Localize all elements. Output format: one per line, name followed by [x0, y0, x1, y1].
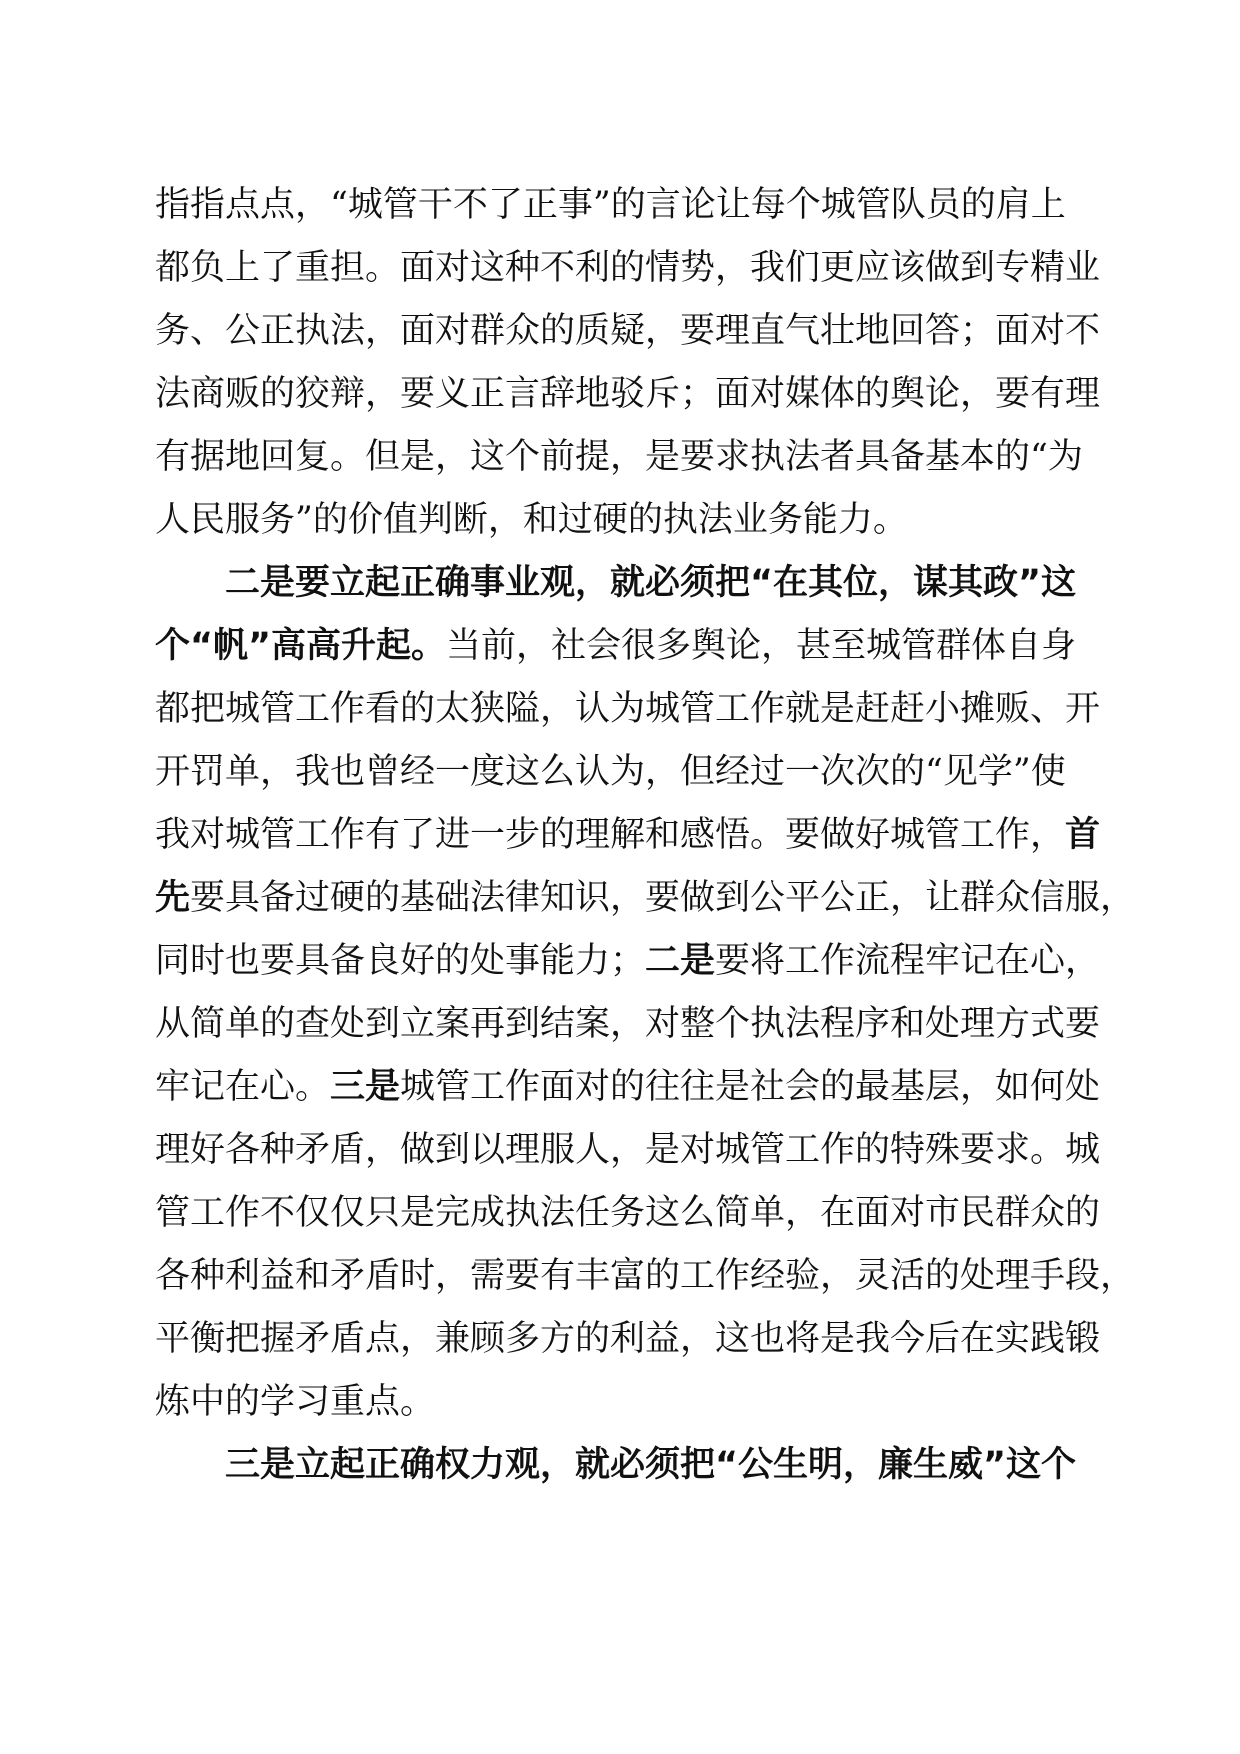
text-run: 指指点点，“城管干不了正事”的言论让每个城管队员的肩上 [155, 185, 1066, 225]
text-line [155, 678, 1101, 741]
text-run: 人民服务”的价值判断，和过硬的执法业务能力。 [155, 500, 908, 540]
bold-text-run: 三是 [330, 1067, 401, 1107]
text-line [155, 174, 1085, 237]
text-line [155, 426, 1085, 489]
bold-text-run: 二是要立起正确事业观，就必须把“在其位，谋其政”这 [225, 563, 1077, 603]
text-line [155, 1119, 1101, 1182]
text-line [155, 1182, 1101, 1245]
text-run: 城管工作面对的往往是社会的最基层，如何处 [400, 1067, 1101, 1107]
bold-text-run: 先 [155, 878, 191, 918]
text-run: 牢记在心。 [155, 1067, 331, 1107]
bold-text-run: 首 [1065, 815, 1101, 855]
bold-text-run: 个“帆”高高升起。 [155, 626, 447, 666]
text-run: 开罚单，我也曾经一度这么认为，但经过一次次的“见学”使 [155, 752, 1066, 792]
text-run: 务、公正执法，面对群众的质疑，要理直气壮地回答；面对不 [155, 311, 1101, 351]
text-run: 从简单的查处到立案再到结案，对整个执法程序和处理方式要 [155, 1004, 1101, 1044]
text-line [155, 237, 1101, 300]
text-line [155, 489, 1085, 552]
text-run: 要将工作流程牢记在心， [715, 941, 1101, 981]
bold-text-run: 三是立起正确权力观，就必须把“公生明，廉生威”这个 [225, 1445, 1077, 1485]
bold-text-run: 二是 [645, 941, 716, 981]
text-line [155, 741, 1085, 804]
text-run: 各种利益和矛盾时，需要有丰富的工作经验，灵活的处理手段， [155, 1256, 1136, 1296]
text-run: 理好各种矛盾，做到以理服人，是对城管工作的特殊要求。城 [155, 1130, 1101, 1170]
text-run: 要具备过硬的基础法律知识，要做到公平公正，让群众信服， [190, 878, 1136, 918]
text-line [155, 1056, 1101, 1119]
text-line [155, 804, 1101, 867]
text-line [155, 1371, 1085, 1434]
text-line [155, 993, 1101, 1056]
text-line [155, 1308, 1101, 1371]
text-line [155, 552, 1085, 615]
text-line [155, 1434, 1085, 1497]
text-run: 法商贩的狡辩，要义正言辞地驳斥；面对媒体的舆论，要有理 [155, 374, 1101, 414]
body-text [155, 174, 1136, 1497]
text-run: 有据地回复。但是，这个前提，是要求执法者具备基本的“为 [155, 437, 1083, 477]
text-run: 都把城管工作看的太狭隘，认为城管工作就是赶赶小摊贩、开 [155, 689, 1101, 729]
text-line [155, 300, 1101, 363]
text-run: 管工作不仅仅只是完成执法任务这么简单，在面对市民群众的 [155, 1193, 1101, 1233]
text-run: 当前，社会很多舆论，甚至城管群体自身 [446, 626, 1077, 666]
text-line [155, 363, 1101, 426]
text-run: 炼中的学习重点。 [155, 1382, 436, 1422]
text-run: 平衡把握矛盾点，兼顾多方的利益，这也将是我今后在实践锻 [155, 1319, 1101, 1359]
text-run: 同时也要具备良好的处事能力； [155, 941, 646, 981]
text-run: 都负上了重担。面对这种不利的情势，我们更应该做到专精业 [155, 248, 1101, 288]
text-line [155, 1245, 1136, 1308]
text-line [155, 615, 1085, 678]
text-line [155, 867, 1136, 930]
text-line [155, 930, 1101, 993]
text-run: 我对城管工作有了进一步的理解和感悟。要做好城管工作， [155, 815, 1066, 855]
